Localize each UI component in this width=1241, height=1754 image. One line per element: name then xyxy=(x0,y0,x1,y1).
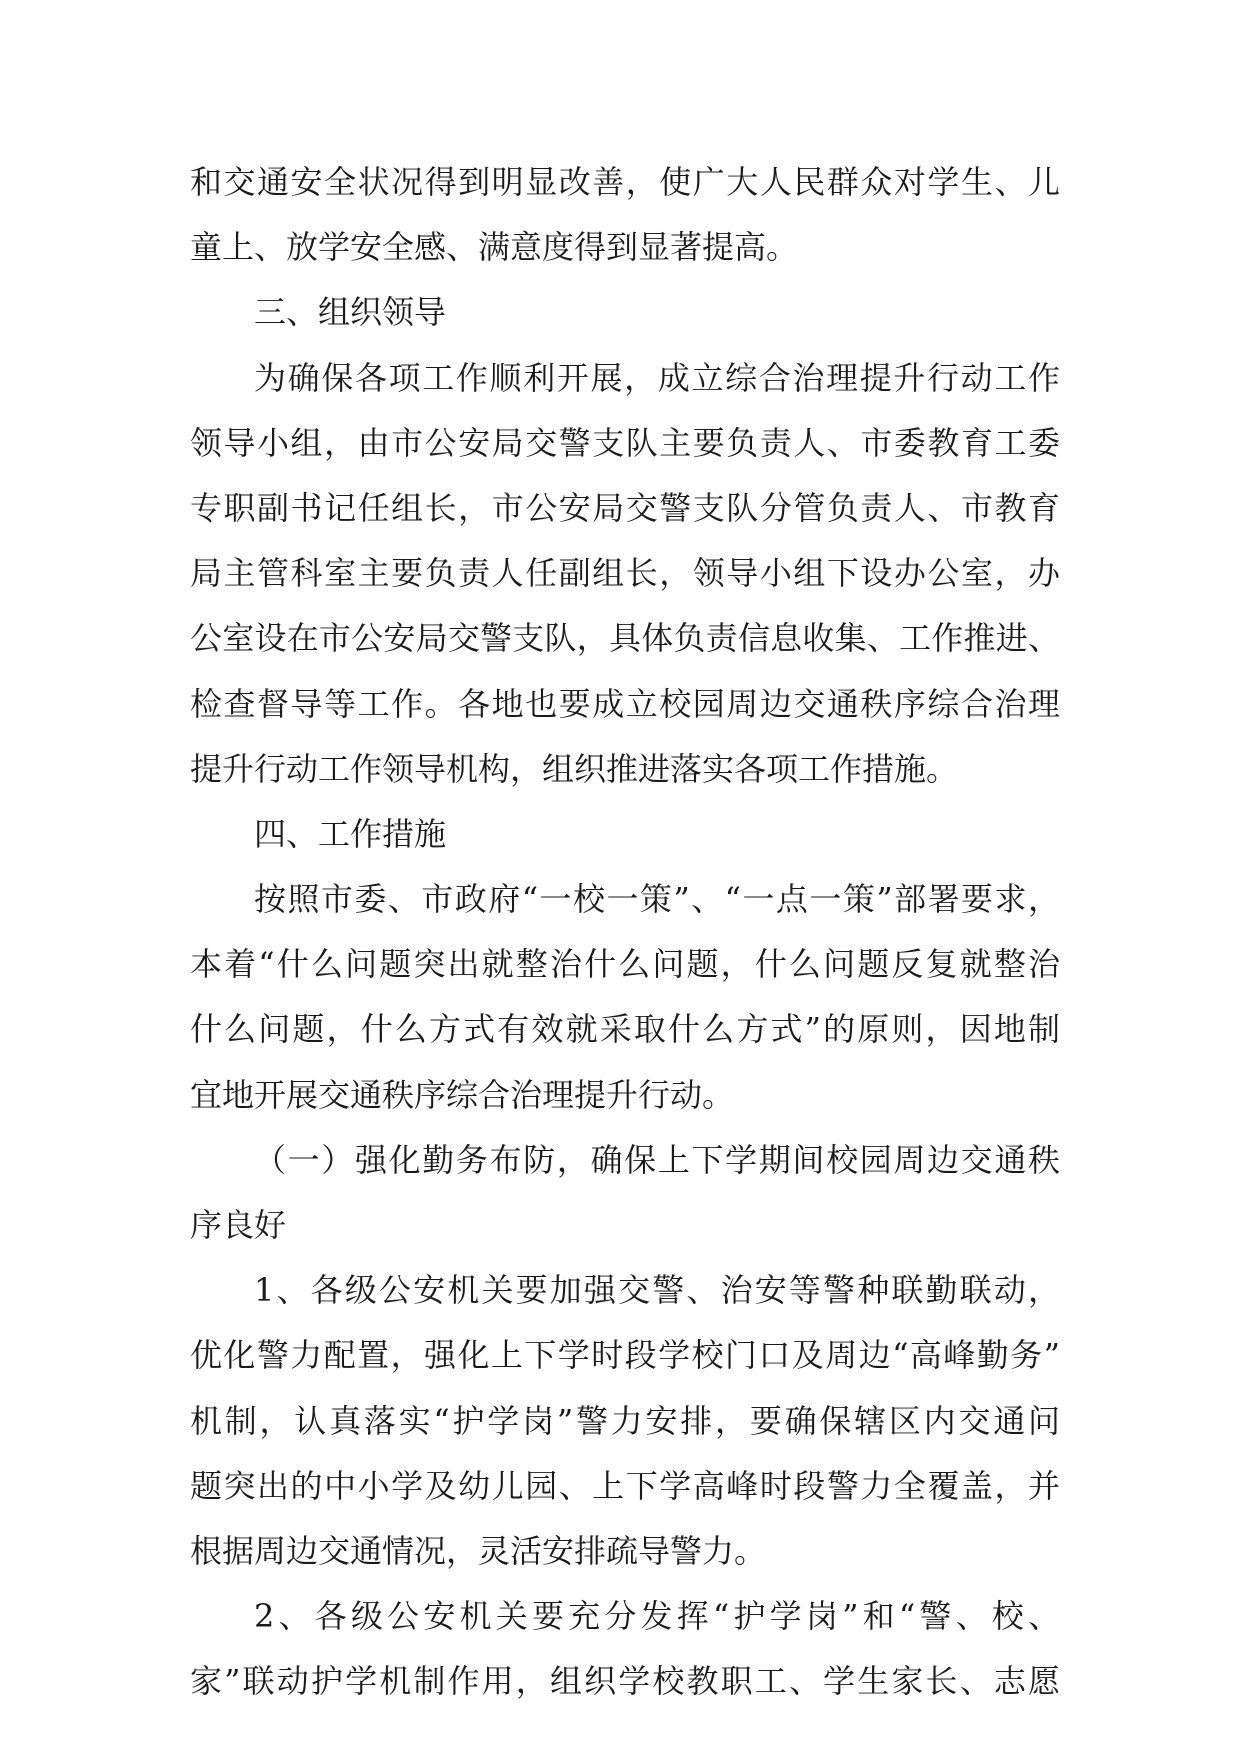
section-heading: 四、工作措施 xyxy=(254,814,447,853)
text-line: 机制，认真落实“护学岗”警力安排，要确保辖区内交通问 xyxy=(190,1401,1060,1440)
text-line: 题突出的中小学及幼儿园、上下学高峰时段警力全覆盖，并 xyxy=(190,1466,1060,1505)
text-line: 根据周边交通情况，灵活安排疏导警力。 xyxy=(190,1531,767,1570)
text-line: 本着“什么问题突出就整治什么问题，什么问题反复就整治 xyxy=(190,945,1060,984)
text-line: 宜地开展交通秩序综合治理提升行动。 xyxy=(190,1075,735,1114)
text-line: 专职副书记任组长，市公安局交警支队分管负责人、市教育 xyxy=(190,488,1060,527)
document-body xyxy=(190,150,1060,1715)
subsection-heading: （一）强化勤务布防，确保上下学期间校园周边交通秩 xyxy=(254,1140,1060,1179)
text-line: 优化警力配置，强化上下学时段学校门口及周边“高峰勤务” xyxy=(190,1336,1060,1375)
text-line: 局主管科室主要负责人任副组长，领导小组下设办公室，办 xyxy=(190,554,1060,593)
text-line: 1、各级公安机关要加强交警、治安等警种联勤联动， xyxy=(254,1271,1060,1310)
text-line: 为确保各项工作顺利开展，成立综合治理提升行动工作 xyxy=(254,358,1060,397)
text-line: 提升行动工作领导机构，组织推进落实各项工作措施。 xyxy=(190,749,959,788)
text-line: 2、各级公安机关要充分发挥“护学岗”和“警、校、 xyxy=(254,1597,1060,1636)
subsection-heading: 序良好 xyxy=(190,1206,287,1244)
text-line: 童上、放学安全感、满意度得到显著提高。 xyxy=(190,228,799,267)
text-line: 公室设在市公安局交警支队，具体负责信息收集、工作推进、 xyxy=(190,619,1060,658)
text-line: 什么问题，什么方式有效就采取什么方式”的原则，因地制 xyxy=(190,1010,1060,1049)
text-line: 按照市委、市政府“一校一策”、“一点一策”部署要求， xyxy=(254,880,1060,919)
text-line: 领导小组，由市公安局交警支队主要负责人、市委教育工委 xyxy=(190,423,1060,462)
section-heading: 三、组织领导 xyxy=(254,293,447,332)
text-line: 和交通安全状况得到明显改善，使广大人民群众对学生、儿 xyxy=(190,163,1060,201)
text-line: 检查督导等工作。各地也要成立校园周边交通秩序综合治理 xyxy=(190,684,1060,723)
text-line: 家”联动护学机制作用，组织学校教职工、学生家长、志愿 xyxy=(190,1662,1060,1701)
